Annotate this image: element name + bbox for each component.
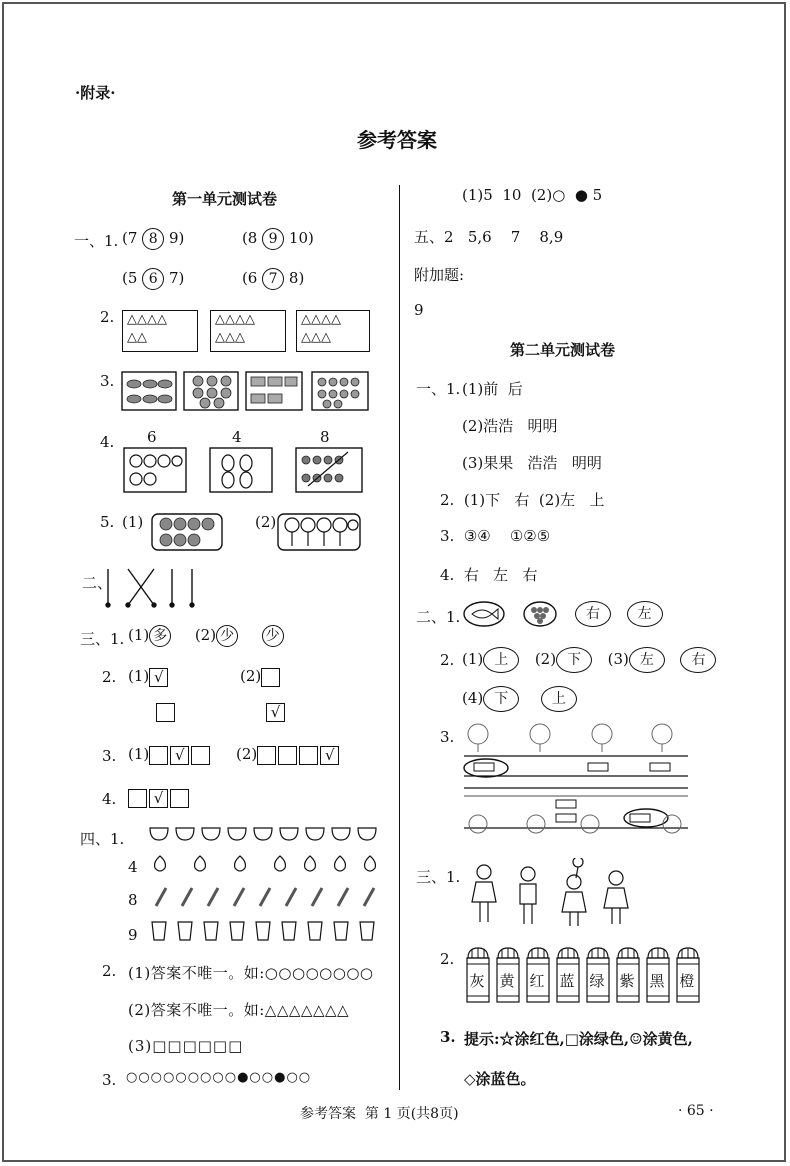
unit2-q2: 2. (1)下 右 (2)左 上 <box>440 491 605 509</box>
answer-circle: 多 <box>149 625 171 647</box>
q4-fruit-boxes <box>122 446 366 494</box>
answer-circle: 少 <box>262 625 284 647</box>
s3-q2-empty <box>156 702 177 722</box>
unit1-s3-label: 三、1. <box>80 630 125 648</box>
s2-answers <box>575 601 663 627</box>
q4-count: 6 <box>147 428 157 446</box>
q5-part1-label: (1) <box>122 513 144 531</box>
unit2-q4: 4. 右 左 右 <box>440 566 538 584</box>
s3-q2-label: 2. <box>102 668 117 686</box>
triangle-group: △△△△ △△△ <box>210 310 286 352</box>
s4-q3-dots: ○○○○○○○○○●○○●○○ <box>126 1070 312 1085</box>
unit2-s1-label: 一、1. <box>416 380 461 398</box>
answer-circle: 7 <box>262 268 284 290</box>
bottle-color-label: 黑 <box>649 972 665 990</box>
s4-q2-line2: (2)答案不唯一。如:△△△△△△△ <box>128 1001 350 1019</box>
check-box: √ <box>170 746 189 765</box>
s3-q3-part1: (1) √ <box>128 745 212 765</box>
extra-question-label: 附加题: <box>414 266 465 284</box>
q3-picture-boxes <box>120 370 380 414</box>
q1-row-2: (5 6 7) (6 7 8) <box>122 268 304 290</box>
unit2-s2-q3-label: 3. <box>440 728 455 746</box>
unit2-s3-label: 三、1. <box>416 868 461 886</box>
s4-q2-label: 2. <box>102 962 117 980</box>
s4-count: 8 <box>128 891 138 909</box>
s3-q3-part2: (2) √ <box>236 745 341 765</box>
check-box: √ <box>320 746 339 765</box>
empty-box <box>191 746 210 765</box>
bottle-color-label: 红 <box>529 972 545 990</box>
answer-circle: 左 <box>627 601 663 627</box>
empty-box <box>257 746 276 765</box>
q4-count: 8 <box>320 428 330 446</box>
s4-count: 9 <box>128 926 138 944</box>
s4-count: 4 <box>128 858 138 876</box>
s4-q2-line3: (3)□□□□□□ <box>128 1037 244 1055</box>
answer-circle: 少 <box>216 625 238 647</box>
empty-box <box>156 703 175 722</box>
unit2-title: 第二单元测试卷 <box>510 341 616 359</box>
paint-bottles <box>464 944 704 1014</box>
answer-circle: 9 <box>262 228 284 250</box>
q3-label: 3. <box>100 372 115 390</box>
s4-q3-label: 3. <box>102 1071 117 1089</box>
empty-box <box>149 746 168 765</box>
unit2-s2-label: 二、1. <box>416 608 461 626</box>
footer-page-info: 参考答案 第 1 页(共8页) <box>300 1106 459 1122</box>
s3-q4-label: 4. <box>102 790 117 808</box>
unit2-q1-line1: (1)前 后 <box>462 380 523 398</box>
s3-q1-answers: (1) 多 (2) 少 少 <box>128 625 284 647</box>
matching-lines <box>100 565 200 609</box>
empty-box <box>261 668 280 687</box>
triangle-group: △△△△ △△ <box>122 310 198 352</box>
s4-q2-line1: (1)答案不唯一。如:○○○○○○○○ <box>128 964 374 982</box>
bottle-color-label: 蓝 <box>559 972 575 990</box>
unit1-s2-label: 二、 <box>82 574 113 592</box>
answer-circle: 右 <box>575 601 611 627</box>
answer-circle: 下 <box>483 686 519 712</box>
page-title: 参考答案 <box>357 128 437 152</box>
q2-label: 2. <box>100 308 115 326</box>
s3-q4-boxes <box>128 788 191 808</box>
empty-box <box>278 746 297 765</box>
q5-part2-label: (2) <box>255 513 277 531</box>
unit2-s2-q2-answers: (1) 上 (2) 下 (3) 左 右 <box>462 647 716 673</box>
s3-q2-part1: (1) √ <box>128 667 170 687</box>
answer-circle: 8 <box>142 228 164 250</box>
unit2-s2-q2-answers-b: (4) 下 上 <box>462 686 577 712</box>
unit2-q1-line3: (3)果果 浩浩 明明 <box>462 454 602 472</box>
answer-circle: 上 <box>541 686 577 712</box>
unit2-q3: 3. ③④ ①②⑤ <box>440 527 551 545</box>
answer-circle: 左 <box>629 647 665 673</box>
bottle-color-label: 绿 <box>589 972 605 990</box>
triangle-group: △△△△ △△△ <box>296 310 370 352</box>
s4-object-rows <box>146 824 386 948</box>
column-divider <box>399 185 400 1090</box>
empty-box <box>170 789 189 808</box>
road-scenes <box>460 720 692 842</box>
s3-q3-label: 3. <box>102 747 117 765</box>
answer-circle: 上 <box>483 647 519 673</box>
q5-label: 5. <box>100 513 115 531</box>
answer-circle: 下 <box>556 647 592 673</box>
empty-box <box>299 746 318 765</box>
extra-question-answer: 9 <box>414 301 424 319</box>
footer-page-number: · 65 · <box>678 1103 714 1119</box>
q4-label: 4. <box>100 433 115 451</box>
bottle-color-label: 灰 <box>469 972 485 990</box>
unit2-s3-q2-label: 2. <box>440 950 455 968</box>
s3-q2-part2: (2) <box>240 667 282 687</box>
coloring-hint-line2: ◇涂蓝色。 <box>464 1070 536 1088</box>
check-box: √ <box>149 789 168 808</box>
q4-count: 4 <box>232 428 242 446</box>
q5-pictures <box>150 512 380 552</box>
q1-row-1: (7 8 9) (8 9 10) <box>122 228 314 250</box>
appendix-label: ·附录· <box>75 84 116 102</box>
coloring-hint-line1: 提示:☆涂红色,□涂绿色,☺涂黄色, <box>464 1030 693 1048</box>
unit1-s1-label: 一、1. <box>74 232 119 250</box>
bottle-color-label: 黄 <box>499 972 515 990</box>
bottle-color-label: 紫 <box>619 972 635 990</box>
right-line-1: (1)5 10 (2)○ ● 5 <box>462 186 603 204</box>
right-line-2: 五、2 5,6 7 8,9 <box>414 228 564 246</box>
empty-box <box>128 789 147 808</box>
check-box: √ <box>266 703 285 722</box>
unit2-s3-q3-label: 3. <box>440 1028 456 1046</box>
answer-circle: 6 <box>142 268 164 290</box>
unit1-title: 第一单元测试卷 <box>172 190 278 208</box>
unit2-s2-q2-label: 2. <box>440 651 455 669</box>
answer-circle: 右 <box>680 647 716 673</box>
bottle-color-label: 橙 <box>679 972 695 990</box>
check-box: √ <box>149 668 168 687</box>
children-figures <box>460 858 646 932</box>
unit1-s4-label: 四、1. <box>80 830 125 848</box>
fish-grapes-pictures <box>462 600 562 630</box>
s3-q2-checked <box>266 702 287 722</box>
unit2-q1-line2: (2)浩浩 明明 <box>462 417 558 435</box>
